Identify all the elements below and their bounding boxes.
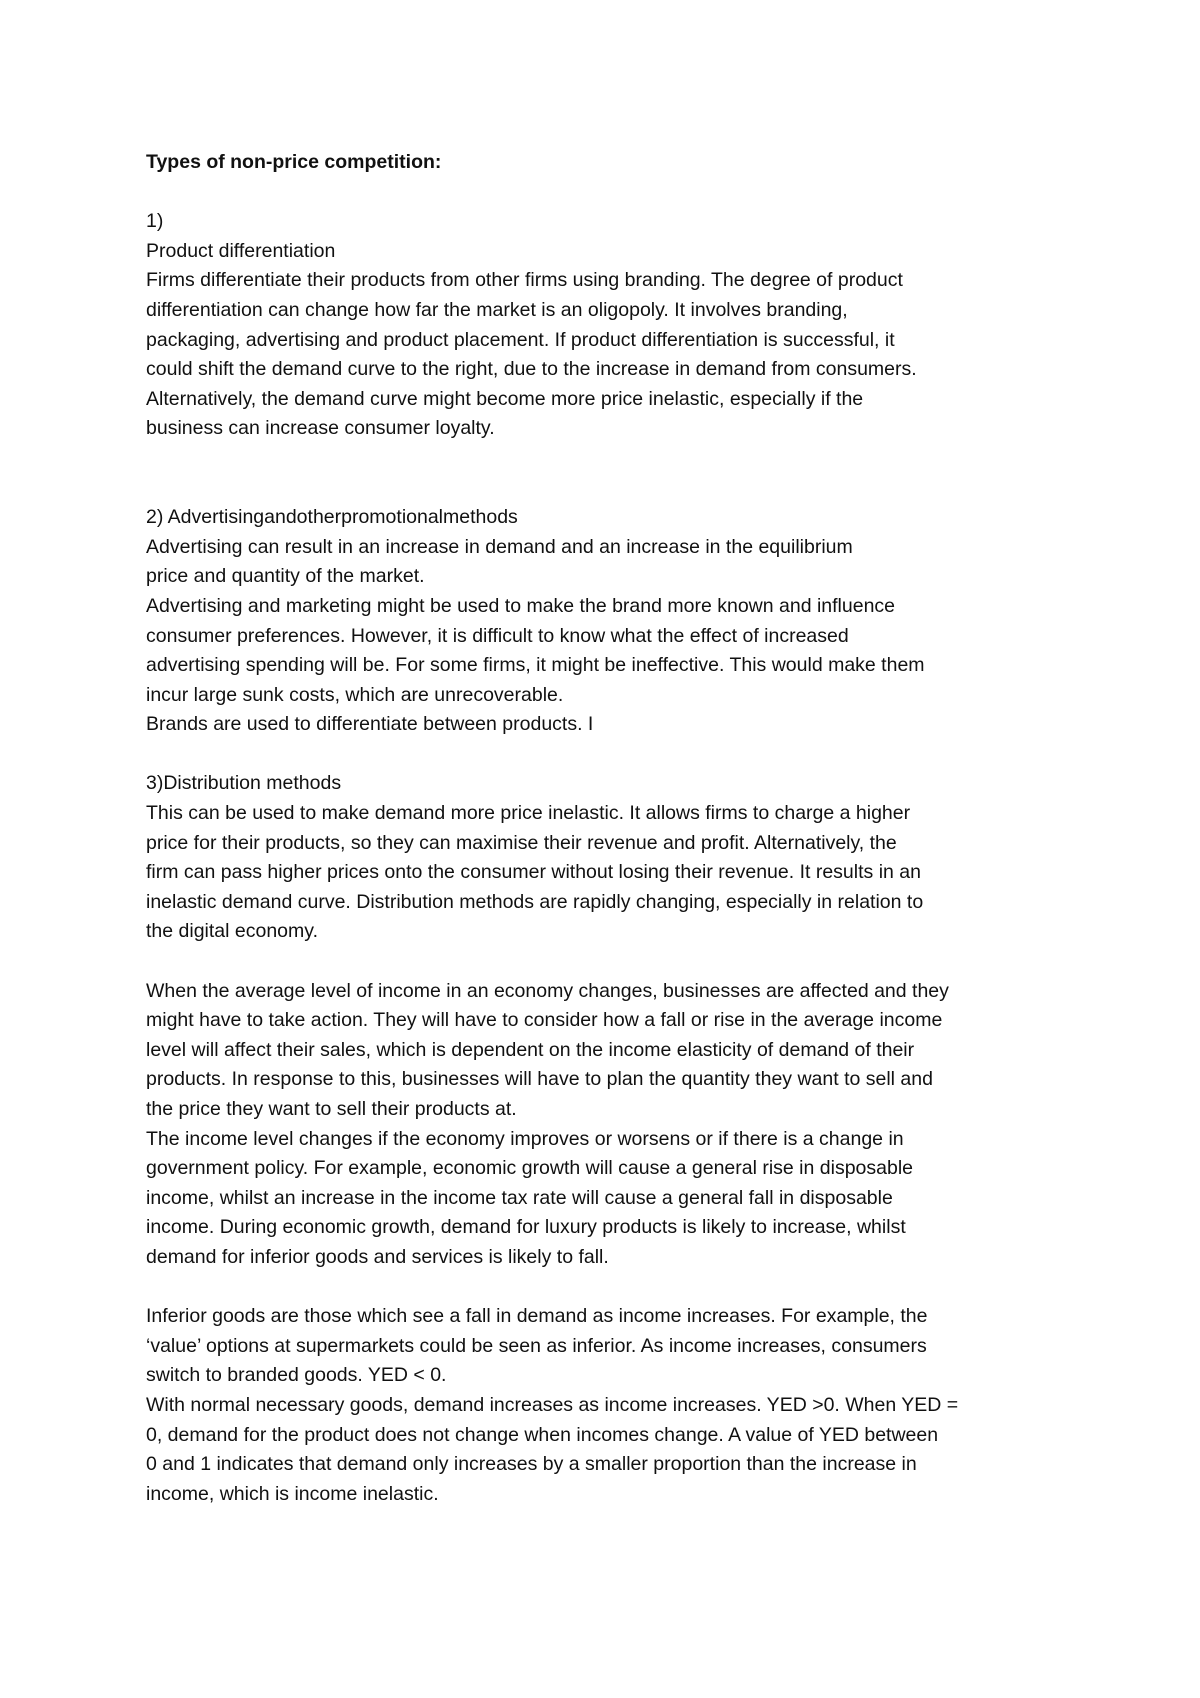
section-2-line: consumer preferences. However, it is difficult to know what the effect of increased <box>146 624 849 647</box>
section-2-line: Advertising and marketing might be used to make the brand more known and influence <box>146 594 896 617</box>
inferior-paragraph-line: 0, demand for the product does not change when incomes change. A value of YED between <box>146 1423 939 1446</box>
income-paragraph-line: demand for inferior goods and services is likely to fall. <box>146 1245 609 1268</box>
spacer <box>146 178 1086 208</box>
income-paragraph-line: the price they want to sell their products at. <box>146 1098 517 1120</box>
document-title: Types of non-price competition: <box>146 151 442 173</box>
section-1-line: packaging, advertising and product placement. If product differentiation is successful, it <box>146 328 895 351</box>
section-3-line: price for their products, so they can maximise their revenue and profit. Alternatively, the <box>146 831 897 854</box>
inferior-paragraph-line: switch to branded goods. YED < 0. <box>146 1364 447 1387</box>
section-2-line: price and quantity of the market. <box>146 565 425 588</box>
section-2-line: advertising spending will be. For some firms, it might be ineffective. This would make them <box>146 654 925 677</box>
spacer <box>146 740 1086 770</box>
income-paragraph-line: The income level changes if the economy improves or worsens or if there is a change in <box>146 1127 904 1150</box>
section-3-line: the digital economy. <box>146 920 318 943</box>
section-3-line: This can be used to make demand more price inelastic. It allows firms to charge a higher <box>146 802 911 825</box>
section-3-heading: 3)Distribution methods <box>146 772 342 795</box>
section-3-line: firm can pass higher prices onto the consumer without losing their revenue. It results in an <box>146 861 921 884</box>
section-2-line: Brands are used to differentiate between products. I <box>146 713 594 736</box>
section-1-line: differentiation can change how far the market is an oligopoly. It involves branding, <box>146 298 848 321</box>
section-1-heading: Product differentiation <box>146 239 336 262</box>
income-paragraph-line: income. During economic growth, demand for luxury products is likely to increase, whilst <box>146 1216 906 1239</box>
income-paragraph-line: government policy. For example, economic growth will cause a general rise in disposable <box>146 1157 914 1180</box>
section-1-number: 1) <box>146 210 164 233</box>
inferior-paragraph-line: 0 and 1 indicates that demand only increases by a smaller proportion than the increase in <box>146 1453 917 1476</box>
section-2-line: Advertising can result in an increase in demand and an increase in the equilibrium <box>146 535 853 558</box>
income-paragraph-line: income, whilst an increase in the income tax rate will cause a general fall in disposable <box>146 1186 893 1209</box>
section-2-line: incur large sunk costs, which are unrecoverable. <box>146 683 564 706</box>
section-1-line: Alternatively, the demand curve might become more price inelastic, especially if the <box>146 387 864 410</box>
spacer <box>146 947 1086 977</box>
document-page <box>146 148 1086 1509</box>
section-3-line: inelastic demand curve. Distribution methods are rapidly changing, especially in relation to <box>146 890 924 913</box>
section-1-line: could shift the demand curve to the right, due to the increase in demand from consumers. <box>146 358 917 381</box>
income-paragraph-line: might have to take action. They will have to consider how a fall or rise in the average income <box>146 1009 943 1032</box>
income-paragraph-line: level will affect their sales, which is dependent on the income elasticity of demand of their <box>146 1038 915 1061</box>
inferior-paragraph-line: ‘value’ options at supermarkets could be seen as inferior. As income increases, consumers <box>146 1334 927 1357</box>
section-2-heading: 2) Advertisingandotherpromotionalmethods <box>146 506 518 529</box>
inferior-paragraph-line: With normal necessary goods, demand increases as income increases. YED >0. When YED = <box>146 1393 959 1416</box>
spacer <box>146 444 1086 503</box>
section-1-line: business can increase consumer loyalty. <box>146 417 495 440</box>
section-1-line: Firms differentiate their products from other firms using branding. The degree of product <box>146 269 903 292</box>
spacer <box>146 1273 1086 1303</box>
inferior-paragraph-line: income, which is income inelastic. <box>146 1482 439 1505</box>
income-paragraph-line: When the average level of income in an economy changes, businesses are affected and they <box>146 979 949 1002</box>
inferior-paragraph-line: Inferior goods are those which see a fall in demand as income increases. For example, the <box>146 1305 928 1328</box>
income-paragraph-line: products. In response to this, businesses will have to plan the quantity they want to sell and <box>146 1068 933 1091</box>
